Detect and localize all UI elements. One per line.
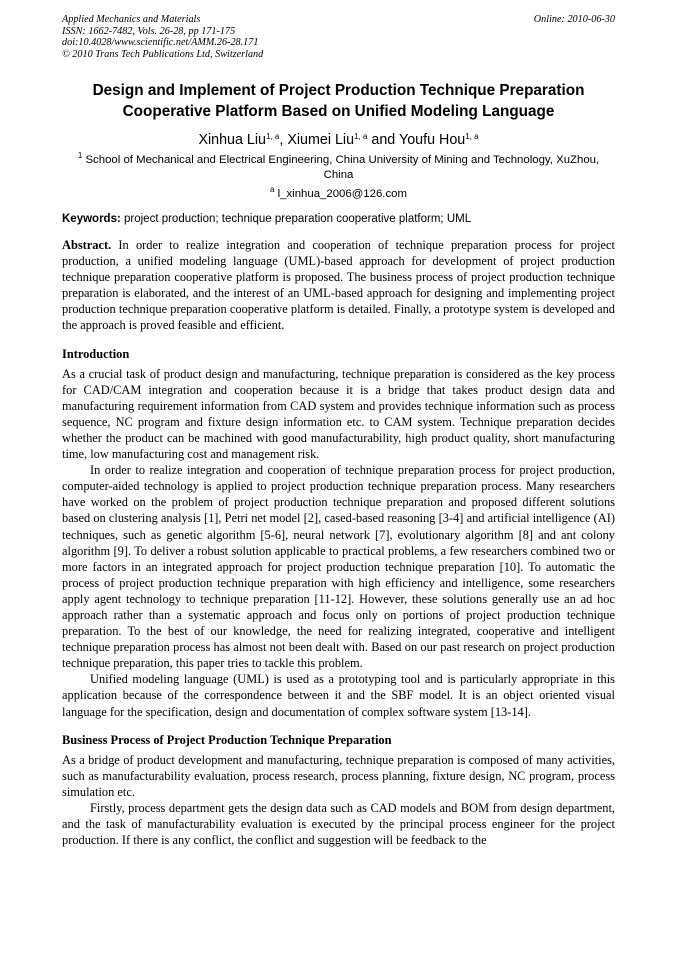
section-heading-introduction: Introduction [62,346,130,361]
online-date: Online: 2010-06-30 [533,14,615,25]
email-address[interactable]: l_xinhua_2006@126.com [274,188,407,200]
abstract-label: Abstract. [62,238,112,252]
section-heading-business-process: Business Process of Project Production Technique Preparation [62,732,392,747]
author-affiliation-mark: 1, a [465,132,479,141]
affiliation-text: School of Mechanical and Electrical Engineering, China University of Mining and Technology, XuZhou, China [82,154,600,181]
paragraph: As a crucial task of product design and manufacturing, technique preparation is considered as the key process for CAD/CAM integration and cooperation because it is a bridge that takes product design data and manufacturing requirement information from CAD system and provides technique information such as process sequence, NC program and fixture design information etc. to CAM system. Technique preparation decides whether the product can be machined with good manufacturability, high product quality, short manufacturing time, low manufacturing cost and management risk. [62,366,615,462]
paper-page [62,14,615,848]
author-name: Youfu Hou [398,132,466,148]
author-affiliation-mark: 1, a [354,132,368,141]
paragraph: As a bridge of product development and manufacturing, technique preparation is composed of many activities, such as manufacturability evaluation, process research, process planning, fixture design, NC program, process simulation etc. [62,752,615,799]
author-separator: and [367,132,399,148]
author-list [62,131,615,150]
keywords-text: project production; technique preparation cooperative platform; UML [120,213,472,225]
paragraph: In order to realize integration and cooperation of technique preparation process for project production, computer-aided technology is applied to project production technique preparation process. Many researchers have worked on the problem of project production technique preparation and proposed different solutions based on clustering analysis [1], Petri net model [2], cased-based reasoning [3-4] and artificial intelligence (AI) techniques, such as genetic algorithm [5-6], neural network [7], evolutionary algorithm [8] and ant colony algorithm [9]. To deliver a robust solution applicable to practical problems, a few researchers combined two or more factors in an integrated approach for project production technique preparation [10]. To automatic the process of project production technique preparation with high efficiency and intelligence, some researchers apply agent technology to technique preparation [11-12]. However, these solutions generally use an ad hoc approach rather than a systematic approach and focus only on portions of project production technique preparation. To the best of our knowledge, the need for realizing integrated, cooperative and intelligent technique preparation process has almost not been dealt with. Based on our past research on project production technique preparation, this paper tries to tackle this problem. [62,463,615,671]
abstract [62,237,615,334]
journal-name: Applied Mechanics and Materials [62,14,201,25]
journal-header [62,14,615,66]
paper-title [62,80,615,122]
keywords [62,212,615,227]
author-separator: , [279,132,288,148]
author-name: Xinhua Liu [198,132,267,148]
journal-copyright: © 2010 Trans Tech Publications Ltd, Switzerland [62,48,264,60]
paragraph: Unified modeling language (UML) is used as a prototyping tool and is particularly appropriate in this application because of the correspondence between it and the SBF model. It is an object oriented visual language for the specification, design and documentation of complex software system [13-14]. [62,672,615,719]
affiliation [62,153,615,183]
abstract-text: In order to realize integration and cooperation of technique preparation process for project production, a unified modeling language (UML)-based approach for development of project production technique preparation cooperative platform is proposed. The business process of project production technique preparation is elaborated, and the interest of an UML-based approach for designing and implementing project production technique preparation cooperative platform is detailed. Finally, a prototype system is developed and the approach is proved feasible and efficient. [62,238,615,333]
paper-title-line-1: Design and Implement of Project Production Technique Preparation [92,82,585,99]
author-name: Xiumei Liu [287,132,355,148]
paragraph: Firstly, process department gets the design data such as CAD models and BOM from design department, and the task of manufacturability evaluation is executed by the principal process engineer for the project production. If there is any conflict, the conflict and suggestion will be feedback to the [62,800,615,848]
paper-title-line-2: Cooperative Platform Based on Unified Modeling Language [122,103,555,120]
affiliation-mark: 1 [77,151,83,160]
keywords-label: Keywords: [62,213,121,225]
email-mark: a [270,185,275,194]
journal-doi: doi:10.4028/www.scientific.net/AMM.26-28.171 [62,37,259,48]
author-email [62,187,615,202]
journal-issn: ISSN: 1662-7482, Vols. 26-28, pp 171-175 [62,25,236,37]
author-affiliation-mark: 1, a [266,132,280,141]
journal-info [62,14,615,60]
